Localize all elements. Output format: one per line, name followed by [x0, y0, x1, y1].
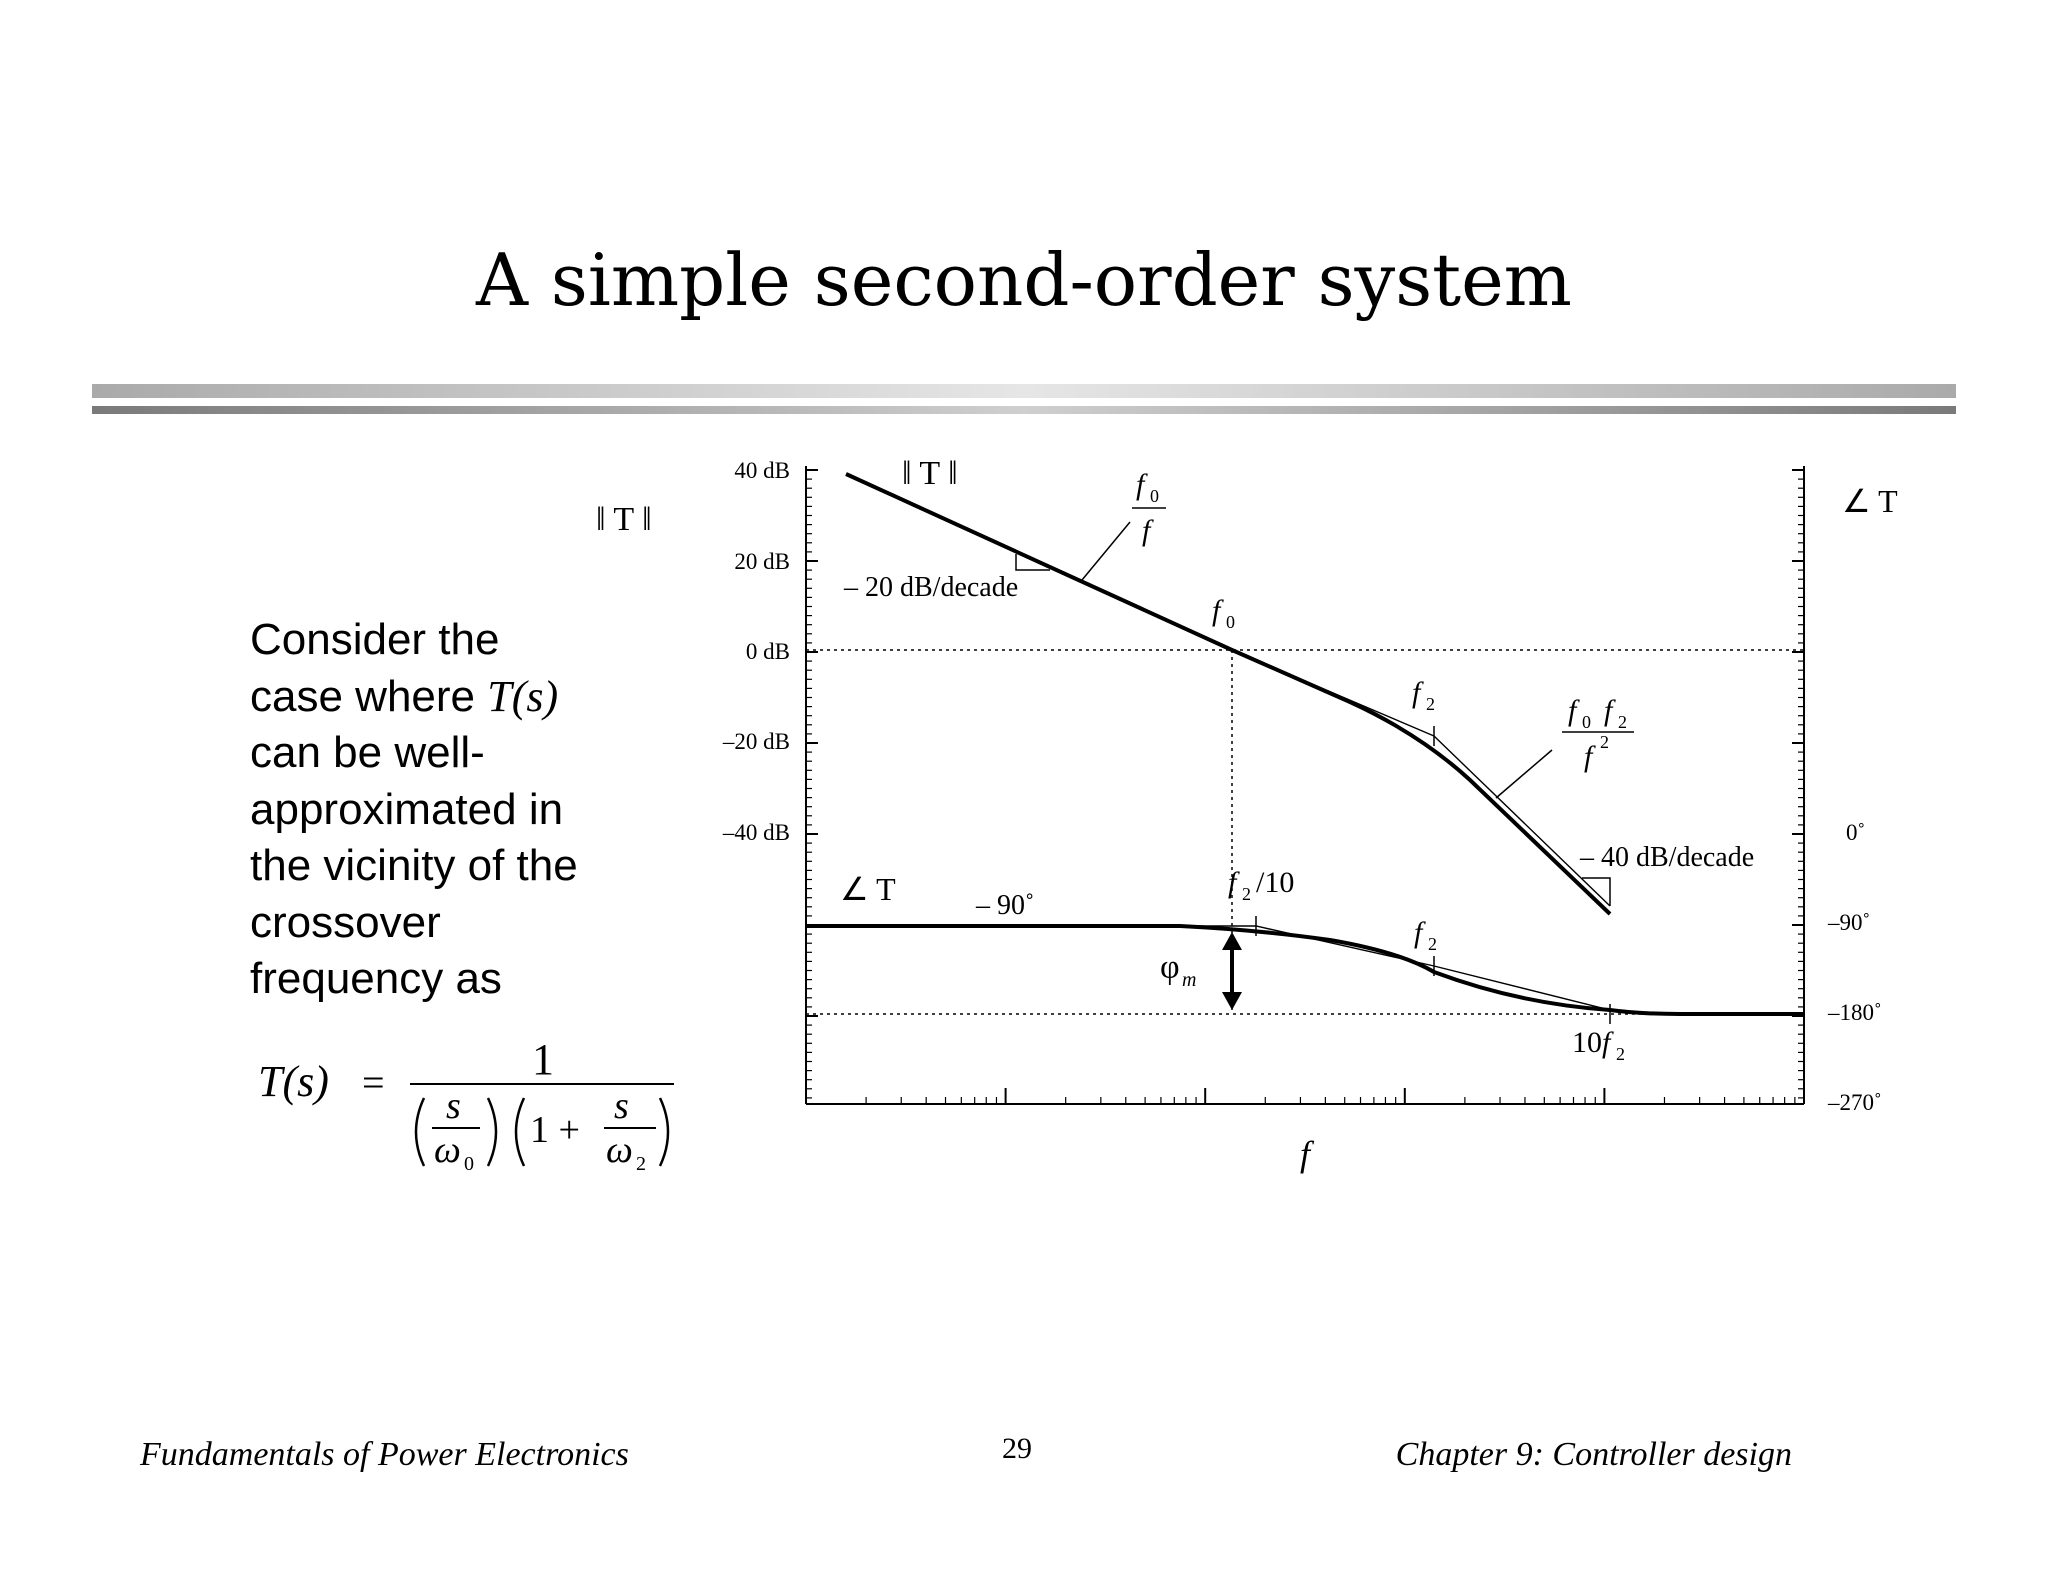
inline-math: T(s): [487, 671, 559, 721]
asym2-leader: [1496, 750, 1552, 798]
equation-equals: =: [362, 1060, 385, 1105]
factor2-denominator: ω: [606, 1129, 633, 1171]
phase-tick-label: 0˚: [1846, 820, 1866, 845]
asym2-numerator-a-sub: 0: [1582, 712, 1591, 732]
body-line-text: can be well-: [250, 728, 485, 777]
transfer-function-equation: [258, 1035, 674, 1175]
mag-tick-label: –40 dB: [722, 820, 790, 845]
phase-tick-label: –180˚: [1828, 1000, 1882, 1025]
asym2-numerator-a: f: [1568, 694, 1577, 727]
magnitude-curve-label: ‖ T ‖: [902, 455, 958, 492]
body-line-text: the vicinity of the: [250, 841, 578, 890]
f0-label: f: [1212, 594, 1221, 627]
reference-lines: [806, 650, 1804, 1014]
paren-right-2: [660, 1098, 668, 1166]
f0-label-sub: 0: [1226, 612, 1235, 632]
magnitude-axis-title: ‖ T ‖: [596, 501, 652, 538]
equation-lhs: T(s): [258, 1057, 329, 1106]
body-line-text: approximated in: [250, 784, 564, 834]
paren-right-1: [488, 1098, 496, 1166]
factor1-denominator-sub: 0: [464, 1153, 474, 1175]
phase-plot: [806, 916, 1804, 1024]
minor-ticks: [806, 470, 1804, 1104]
phase-tick-label: –270˚: [1828, 1090, 1882, 1115]
ten-f2-label: f: [1602, 1026, 1611, 1059]
factor2-one: 1 +: [530, 1109, 580, 1151]
phase-tick-labels: [1827, 820, 1882, 1115]
f2-10-label-suffix: /10: [1256, 866, 1295, 899]
body-line-text: Consider the: [250, 615, 500, 664]
ten-f2-prefix: 10: [1572, 1026, 1602, 1059]
asym1-numerator: f: [1136, 468, 1145, 501]
phase-curve-label: ∠ T: [840, 871, 896, 907]
phase-margin-arrow-down: [1222, 992, 1242, 1010]
asym1-leader: [1082, 522, 1130, 580]
phase-low-label: – 90˚: [976, 890, 1035, 921]
paren-left-1: [416, 1098, 424, 1166]
slide-title: A simple second-order system: [476, 238, 1572, 322]
phase-margin-label: φ: [1160, 949, 1180, 986]
plot-annotations: [840, 455, 1754, 1064]
phase-margin-label-sub: m: [1182, 969, 1197, 991]
equation-numerator: 1: [532, 1035, 554, 1084]
slope-triangle-20: [1016, 554, 1050, 570]
mag-tick-label: 40 dB: [734, 458, 790, 483]
asym2-numerator-b-sub: 2: [1618, 712, 1627, 732]
asym1-numerator-sub: 0: [1150, 486, 1159, 506]
footer-left: Fundamentals of Power Electronics: [140, 1436, 629, 1473]
slope-40-label: – 40 dB/decade: [1580, 842, 1755, 873]
asym1-denominator: f: [1142, 514, 1151, 547]
body-line-text: crossover: [250, 897, 441, 947]
phase-axis-title: ∠ T: [1842, 483, 1898, 519]
f2-10-label-sub: 2: [1242, 884, 1251, 904]
phase-curve: [806, 926, 1804, 1014]
mag-tick-label: 20 dB: [734, 549, 790, 574]
asym2-denominator: f: [1584, 740, 1593, 773]
phase-asymptote: [806, 926, 1804, 1014]
body-line-text: frequency as: [250, 954, 502, 1003]
f2-phase-label-sub: 2: [1428, 934, 1437, 954]
phase-margin-arrow-up: [1222, 932, 1242, 950]
factor2-denominator-sub: 2: [636, 1153, 646, 1175]
f2-phase-label: f: [1414, 916, 1423, 949]
f2-mag-label-sub: 2: [1426, 694, 1435, 714]
ten-f2-label-sub: 2: [1616, 1044, 1625, 1064]
factor2-numerator: s: [614, 1085, 629, 1127]
asym2-numerator-b: f: [1604, 694, 1613, 727]
factor1-numerator: s: [446, 1085, 461, 1127]
f2-mag-label: f: [1412, 676, 1421, 709]
phase-tick-label: –90˚: [1828, 910, 1871, 935]
magnitude-plot: [846, 474, 1610, 914]
magnitude-curve: [846, 474, 1610, 914]
plot-axes: [806, 466, 1804, 1104]
footer-right: Chapter 9: Controller design: [1395, 1436, 1792, 1473]
asym2-denominator-sup: 2: [1600, 732, 1609, 752]
page-number: 29: [1002, 1432, 1032, 1465]
mag-tick-label: 0 dB: [745, 639, 790, 664]
body-line-text: case where: [250, 671, 488, 721]
magnitude-tick-labels: [722, 458, 790, 845]
factor1-denominator: ω: [434, 1129, 461, 1171]
frequency-axis-label: f: [1300, 1134, 1311, 1174]
mag-tick-label: –20 dB: [722, 729, 790, 754]
slope-20-label: – 20 dB/decade: [844, 572, 1019, 603]
f2-10-label: f: [1228, 866, 1237, 899]
paren-left-2: [516, 1098, 524, 1166]
